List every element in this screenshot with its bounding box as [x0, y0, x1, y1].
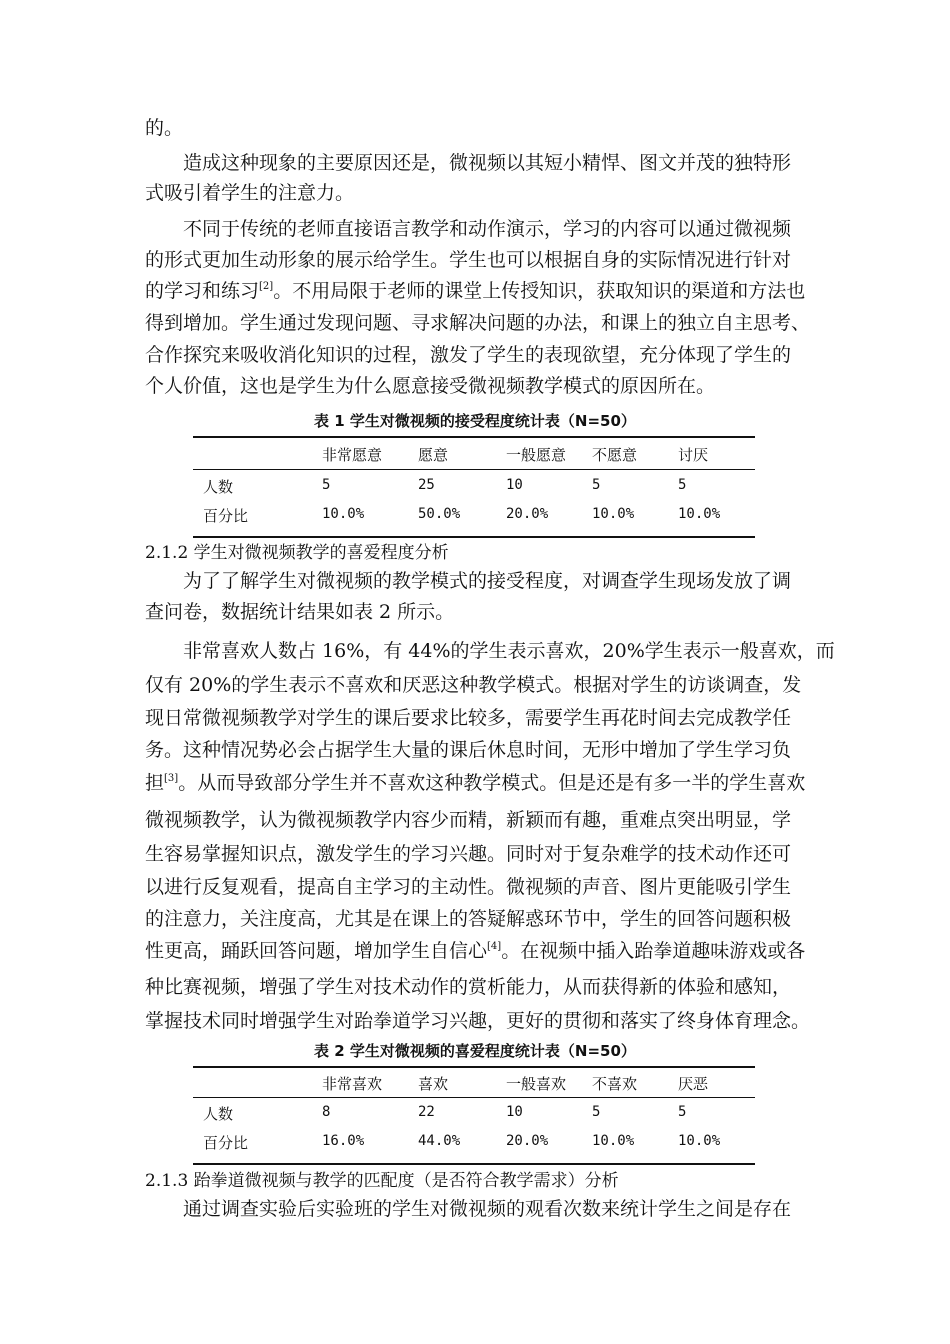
para2-line1: 不同于传统的老师直接语言教学和动作演示，学习的内容可以通过微视频	[183, 218, 792, 240]
para4-line6: 微视频教学，认为微视频教学内容少而精，新颖而有趣，重难点突出明显，学	[145, 809, 792, 831]
citation-4: [4]	[487, 941, 502, 952]
table2-row1-c2: 22	[418, 1104, 435, 1120]
citation-2: [2]	[259, 281, 274, 292]
para4-line3: 现日常微视频教学对学生的课后要求比较多，需要学生再花时间去完成教学任	[145, 707, 792, 729]
table2	[193, 1066, 755, 1165]
table2-header-1: 非常喜欢	[322, 1075, 383, 1093]
para4-line11: 种比赛视频，增强了学生对技术动作的赏析能力，从而获得新的体验和感知，	[145, 976, 792, 998]
table2-row2-c2: 44.0%	[418, 1133, 461, 1149]
para2-line2: 的形式更加生动形象的展示给学生。学生也可以根据自身的实际情况进行针对	[145, 249, 792, 271]
para2-line4: 得到增加。学生通过发现问题、寻求解决问题的办法，和课上的独立自主思考、	[145, 312, 811, 334]
table2-row2-c5: 10.0%	[678, 1133, 721, 1149]
para3-line2: 查问卷，数据统计结果如表 2 所示。	[145, 601, 455, 623]
para4-line10-rest: 。在视频中插入跆拳道趣味游戏或各	[501, 940, 806, 962]
para4-line5-rest: 。从而导致部分学生并不喜欢这种教学模式。但是还是有多一半的学生喜欢	[178, 772, 806, 794]
para4-line4: 务。这种情况势必会占据学生大量的课后休息时间，无形中增加了学生学习负	[145, 739, 792, 761]
intro-tail: 的。	[145, 117, 184, 139]
para2-line3-text: 的学习和练习	[145, 280, 260, 302]
table1-header-4: 不愿意	[592, 446, 638, 464]
table2-row2-c1: 16.0%	[322, 1133, 365, 1149]
para4-line2: 仅有 20%的学生表示不喜欢和厌恶这种教学模式。根据对学生的访谈调查，发	[145, 674, 802, 696]
para4-line10	[145, 938, 805, 968]
table1-row1-c5: 5	[678, 477, 687, 493]
para4-line7: 生容易掌握知识点，激发学生的学习兴趣。同时对于复杂难学的技术动作还可	[145, 843, 792, 865]
table2-row2-label: 百分比	[203, 1134, 249, 1152]
section-heading-213: 2.1.3 跆拳道微视频与教学的匹配度（是否符合教学需求）分析	[145, 1171, 619, 1191]
table1-row2-c3: 20.0%	[506, 506, 549, 522]
table1	[193, 436, 755, 538]
table2-header-3: 一般喜欢	[506, 1075, 567, 1093]
table1-caption: 表 1 学生对微视频的接受程度统计表（N=50）	[314, 412, 636, 430]
table1-row1-c4: 5	[592, 477, 601, 493]
table2-header-2: 喜欢	[418, 1075, 449, 1093]
para1-line2: 式吸引着学生的注意力。	[145, 182, 355, 204]
citation-3: [3]	[164, 773, 179, 784]
para1-line1: 造成这种现象的主要原因还是，微视频以其短小精悍、图文并茂的独特形	[183, 152, 792, 174]
table1-header-5: 讨厌	[678, 446, 709, 464]
para2-line3	[145, 278, 805, 308]
table2-header-rule	[193, 1097, 755, 1098]
table2-row1-c5: 5	[678, 1104, 687, 1120]
table1-row2-c2: 50.0%	[418, 506, 461, 522]
table1-row1-c3: 10	[506, 477, 523, 493]
section-heading-212: 2.1.2 学生对微视频教学的喜爱程度分析	[145, 543, 449, 563]
para2-line5: 合作探究来吸收消化知识的过程，激发了学生的表现欲望，充分体现了学生的	[145, 344, 792, 366]
table2-row2-c3: 20.0%	[506, 1133, 549, 1149]
para4-line5	[145, 770, 805, 800]
table1-row1-label: 人数	[203, 478, 234, 496]
table1-header-3: 一般愿意	[506, 446, 567, 464]
para4-line8: 以进行反复观看，提高自主学习的主动性。微视频的声音、图片更能吸引学生	[145, 876, 792, 898]
para4-line12: 掌握技术同时增强学生对跆拳道学习兴趣，更好的贯彻和落实了终身体育理念。	[145, 1010, 811, 1032]
para5-line1: 通过调查实验后实验班的学生对微视频的观看次数来统计学生之间是存在	[183, 1198, 792, 1220]
table1-header-rule	[193, 469, 755, 470]
table2-row1-c4: 5	[592, 1104, 601, 1120]
table2-caption: 表 2 学生对微视频的喜爱程度统计表（N=50）	[314, 1042, 636, 1060]
para4-line5-text: 担	[145, 772, 165, 794]
table1-row1-c1: 5	[322, 477, 331, 493]
table2-header-5: 厌恶	[678, 1075, 709, 1093]
para2-line6: 个人价值，这也是学生为什么愿意接受微视频教学模式的原因所在。	[145, 375, 716, 397]
table1-row2-c4: 10.0%	[592, 506, 635, 522]
para4-line10-text: 性更高，踊跃回答问题，增加学生自信心	[145, 940, 488, 962]
para4-line9: 的注意力，关注度高，尤其是在课上的答疑解惑环节中，学生的回答问题积极	[145, 908, 792, 930]
table2-header-4: 不喜欢	[592, 1075, 638, 1093]
para2-line3-rest: 。不用局限于老师的课堂上传授知识，获取知识的渠道和方法也	[273, 280, 806, 302]
table1-row1-c2: 25	[418, 477, 435, 493]
table2-row2-c4: 10.0%	[592, 1133, 635, 1149]
para3-line1: 为了了解学生对微视频的教学模式的接受程度，对调查学生现场发放了调	[183, 570, 792, 592]
table1-row2-label: 百分比	[203, 507, 249, 525]
table1-row2-c1: 10.0%	[322, 506, 365, 522]
table2-row1-c3: 10	[506, 1104, 523, 1120]
table2-row1-c1: 8	[322, 1104, 331, 1120]
table1-row2-c5: 10.0%	[678, 506, 721, 522]
table2-row1-label: 人数	[203, 1105, 234, 1123]
table1-header-1: 非常愿意	[322, 446, 383, 464]
para4-line1: 非常喜欢人数占 16%，有 44%的学生表示喜欢，20%学生表示一般喜欢，而	[183, 640, 835, 662]
table1-header-2: 愿意	[418, 446, 449, 464]
